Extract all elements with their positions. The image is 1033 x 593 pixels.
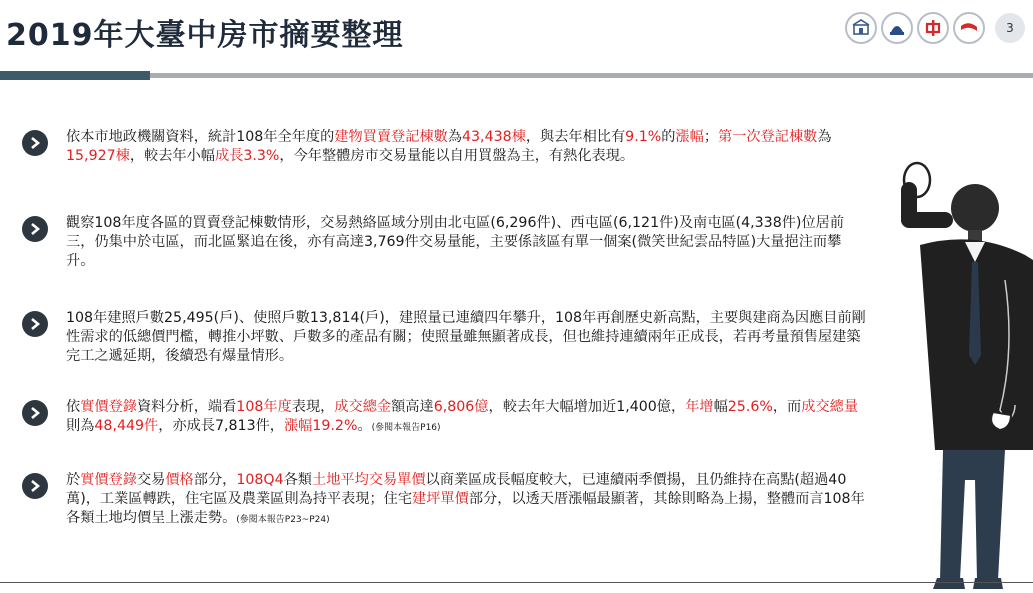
highlight-text: 漲幅19.2% <box>283 418 358 434</box>
highlight-text: 年增 <box>685 399 714 415</box>
highlight-text: 成長3.3% <box>214 148 280 164</box>
header-accent-bar <box>0 71 150 80</box>
page-title: 2019年大臺中房市摘要整理 <box>6 18 404 53</box>
summary-item-2 <box>22 214 872 271</box>
logo-group <box>845 12 1025 44</box>
body-text: 則為 <box>66 418 95 434</box>
body-text: 觀察108年度各區的買賣登記棟數情形，交易熱絡區域分別由北屯區(6,296件)、西屯區(6,121件)及南屯區(4,338件)位居前三，仍集中於屯區，而北區緊追在後，亦有高達3,769件交易量能，主要係該區有單一個案(微笑世紀雲品特區)大量挹注而攀升。 <box>66 215 845 269</box>
summary-text <box>66 128 866 166</box>
summary-item-3 <box>22 309 872 366</box>
reference-note: (參閱本報告P23~P24) <box>236 515 330 525</box>
highlight-text: 建坪單價 <box>412 491 469 507</box>
ribbon-seal-icon <box>953 12 985 44</box>
body-text: 額高達 <box>391 399 434 415</box>
footer-line <box>0 582 1033 583</box>
body-text: 幅 <box>713 399 728 415</box>
highlight-text: 第一次登記棟數 <box>718 129 818 145</box>
highlight-text: 漲幅 <box>675 129 704 145</box>
highlight-text: 15,927棟 <box>66 148 130 164</box>
body-text: ； <box>703 129 719 145</box>
highlight-text: 土地平均交易單價 <box>312 472 426 488</box>
summary-item-4 <box>22 398 872 438</box>
page-number: 3 <box>995 13 1025 43</box>
highlight-text: 成交總金 <box>334 399 392 415</box>
chevron-right-icon <box>22 130 48 156</box>
chevron-right-icon <box>22 400 48 426</box>
chevron-right-icon <box>22 216 48 242</box>
body-text: ，與去年相比有 <box>525 129 626 145</box>
body-text: 為 <box>447 129 462 145</box>
highlight-text: 43,438棟 <box>462 129 526 145</box>
summary-item-5 <box>22 471 872 530</box>
body-text: 依 <box>66 399 81 415</box>
highlight-text: 48,449件 <box>94 418 159 434</box>
summary-text <box>66 309 866 366</box>
highlight-text: 價格 <box>165 472 194 488</box>
body-text: 。 <box>357 418 372 434</box>
body-text: 於 <box>66 472 81 488</box>
highlight-text: 25.6% <box>727 399 773 415</box>
body-text: ，較去年小幅 <box>129 148 215 164</box>
summary-text <box>66 398 866 438</box>
cheering-businessman-illustration <box>865 150 1033 589</box>
chevron-right-icon <box>22 311 48 337</box>
summary-text <box>66 214 866 271</box>
body-text: 部分，以透天厝漲幅最顯著，其餘則略為上揚，整體而言108年各類土地均價呈上漲走勢。 <box>66 491 865 526</box>
body-text: 各類 <box>283 472 312 488</box>
reference-note: (參閱本報告P16) <box>371 423 441 433</box>
highlight-text: 實價登錄 <box>80 472 137 488</box>
capitol-seal-icon <box>881 12 913 44</box>
highlight-text: 9.1% <box>625 129 662 145</box>
summary-text <box>66 471 866 530</box>
body-text: 部分， <box>193 472 237 488</box>
highlight-text: 108年度 <box>236 399 292 415</box>
body-text: 108年建照戶數25,495(戶)、使照戶數13,814(戶)，建照量已連續四年攀升，108年再創歷史新高點，主要與建商為因應目前剛性需求的低總價門檻，轉推小坪數、戶數多的產品有關；使照量雖無顯著成長，但也維持連續兩年正成長，若再考量預售屋建築完工之遞延期，後續恐有爆量情形。 <box>66 310 866 364</box>
body-text: ，亦成長7,813件， <box>158 418 284 434</box>
body-text: 資料分析，端看 <box>136 399 237 415</box>
body-text: 交易 <box>136 472 166 488</box>
body-text: 為 <box>817 129 832 145</box>
highlight-text: 6,806億 <box>433 399 489 415</box>
body-text: 以商業區成長幅度較大，已連續兩季價揚，且仍維持在高點(超過40萬)，工業區轉跌，住宅區及農業區則為持平表現；住宅 <box>66 472 847 507</box>
highlight-text: 108Q4 <box>236 472 284 488</box>
body-text: 表現， <box>291 399 335 415</box>
body-text: ，今年整體房市交易量能以自用買盤為主，有熱化表現。 <box>279 148 635 164</box>
highlight-text: 成交總量 <box>801 399 859 415</box>
body-text: 的 <box>661 129 676 145</box>
header-divider <box>150 73 1033 78</box>
central-seal-icon <box>917 12 949 44</box>
highlight-text: 實價登錄 <box>80 399 137 415</box>
chevron-right-icon <box>22 473 48 499</box>
body-text: ，較去年大幅增加近1,400億， <box>488 399 686 415</box>
summary-item-1 <box>22 128 872 166</box>
body-text: 依本市地政機關資料，統計108年全年度的 <box>66 129 335 145</box>
highlight-text: 建物買賣登記棟數 <box>334 129 448 145</box>
building-seal-icon <box>845 12 877 44</box>
body-text: ，而 <box>772 399 802 415</box>
